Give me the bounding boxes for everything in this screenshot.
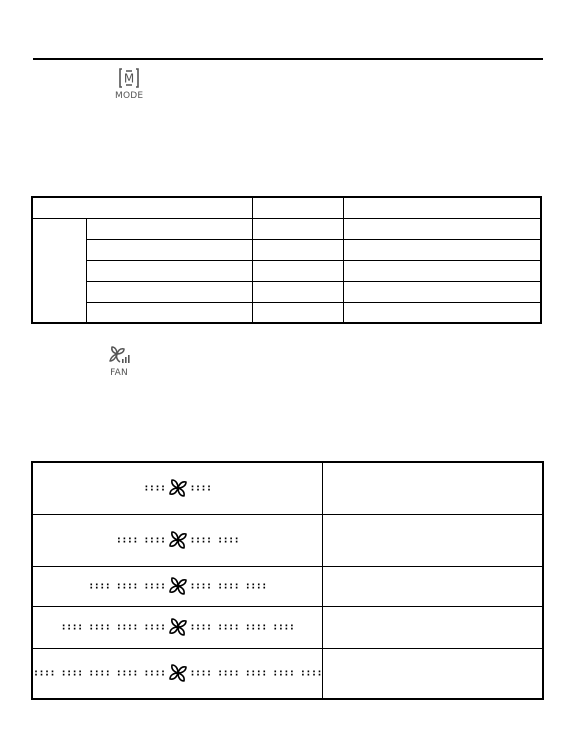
mode-table-cell	[252, 302, 343, 323]
mode-table	[31, 196, 542, 324]
mode-table-cell	[343, 239, 541, 260]
fan-caption: FAN	[110, 368, 128, 378]
fan-speed-description	[323, 566, 544, 606]
mode-table-row	[32, 260, 541, 281]
mode-table-row	[32, 239, 541, 260]
fan-speed-description	[323, 514, 544, 566]
mode-table-cell	[252, 239, 343, 260]
mode-table-cell	[343, 281, 541, 302]
fan-speed-description	[323, 606, 544, 648]
fan-icon	[168, 617, 188, 637]
fan-speed-description	[323, 462, 544, 514]
fan-speed-indicator	[32, 566, 323, 606]
fan-icon	[168, 530, 188, 550]
header-rule	[33, 58, 543, 60]
fan-icon	[168, 576, 188, 596]
mode-table-cell	[343, 260, 541, 281]
fan-speed-description	[323, 648, 544, 699]
speed-bar-right: :::: ::::	[189, 534, 240, 546]
speed-bar-left: :::: :::: :::: ::::	[60, 621, 166, 633]
mode-table-cell	[252, 260, 343, 281]
mode-table-cell	[252, 281, 343, 302]
mode-button	[115, 67, 143, 101]
fan-icon	[107, 344, 131, 366]
mode-table-header-cell	[343, 197, 541, 218]
fan-speed-row	[32, 462, 543, 514]
mode-caption: MODE	[115, 91, 144, 101]
fan-speed-indicator	[32, 462, 323, 514]
mode-table-cell	[86, 260, 252, 281]
fan-speed-indicator	[32, 606, 323, 648]
mode-table-cell	[86, 281, 252, 302]
mode-table-header-cell	[32, 197, 252, 218]
mode-table-row	[32, 302, 541, 323]
fan-speed-row	[32, 606, 543, 648]
speed-bar-right: :::: :::: :::: ::::	[189, 621, 295, 633]
mode-table-row	[32, 218, 541, 239]
speed-bar-left: :::: :::: :::: :::: ::::	[33, 667, 166, 679]
mode-table-cell	[343, 302, 541, 323]
fan-speed-table	[31, 461, 544, 700]
fan-button	[107, 344, 131, 378]
mode-table-header-row	[32, 197, 541, 218]
speed-bar-left: :::: :::: ::::	[88, 580, 166, 592]
fan-icon	[168, 478, 188, 498]
fan-speed-indicator	[32, 514, 323, 566]
mode-table-row	[32, 281, 541, 302]
mode-icon-letter: M	[123, 71, 135, 86]
mode-table-cell	[86, 218, 252, 239]
speed-bar-right: :::: :::: ::::	[189, 580, 267, 592]
speed-bar-left: ::::	[143, 482, 166, 494]
fan-speed-row	[32, 514, 543, 566]
speed-bar-right: :::: :::: :::: :::: ::::	[189, 667, 322, 679]
speed-bar-right: ::::	[189, 482, 212, 494]
mode-table-header-cell	[252, 197, 343, 218]
mode-icon	[118, 67, 140, 89]
fan-icon	[168, 663, 188, 683]
fan-speed-indicator	[32, 648, 323, 699]
fan-speed-row	[32, 648, 543, 699]
mode-table-group-cell	[32, 218, 86, 323]
speed-bar-left: :::: ::::	[115, 534, 166, 546]
mode-table-cell	[252, 218, 343, 239]
mode-table-cell	[86, 302, 252, 323]
mode-table-cell	[343, 218, 541, 239]
mode-table-cell	[86, 239, 252, 260]
fan-speed-row	[32, 566, 543, 606]
